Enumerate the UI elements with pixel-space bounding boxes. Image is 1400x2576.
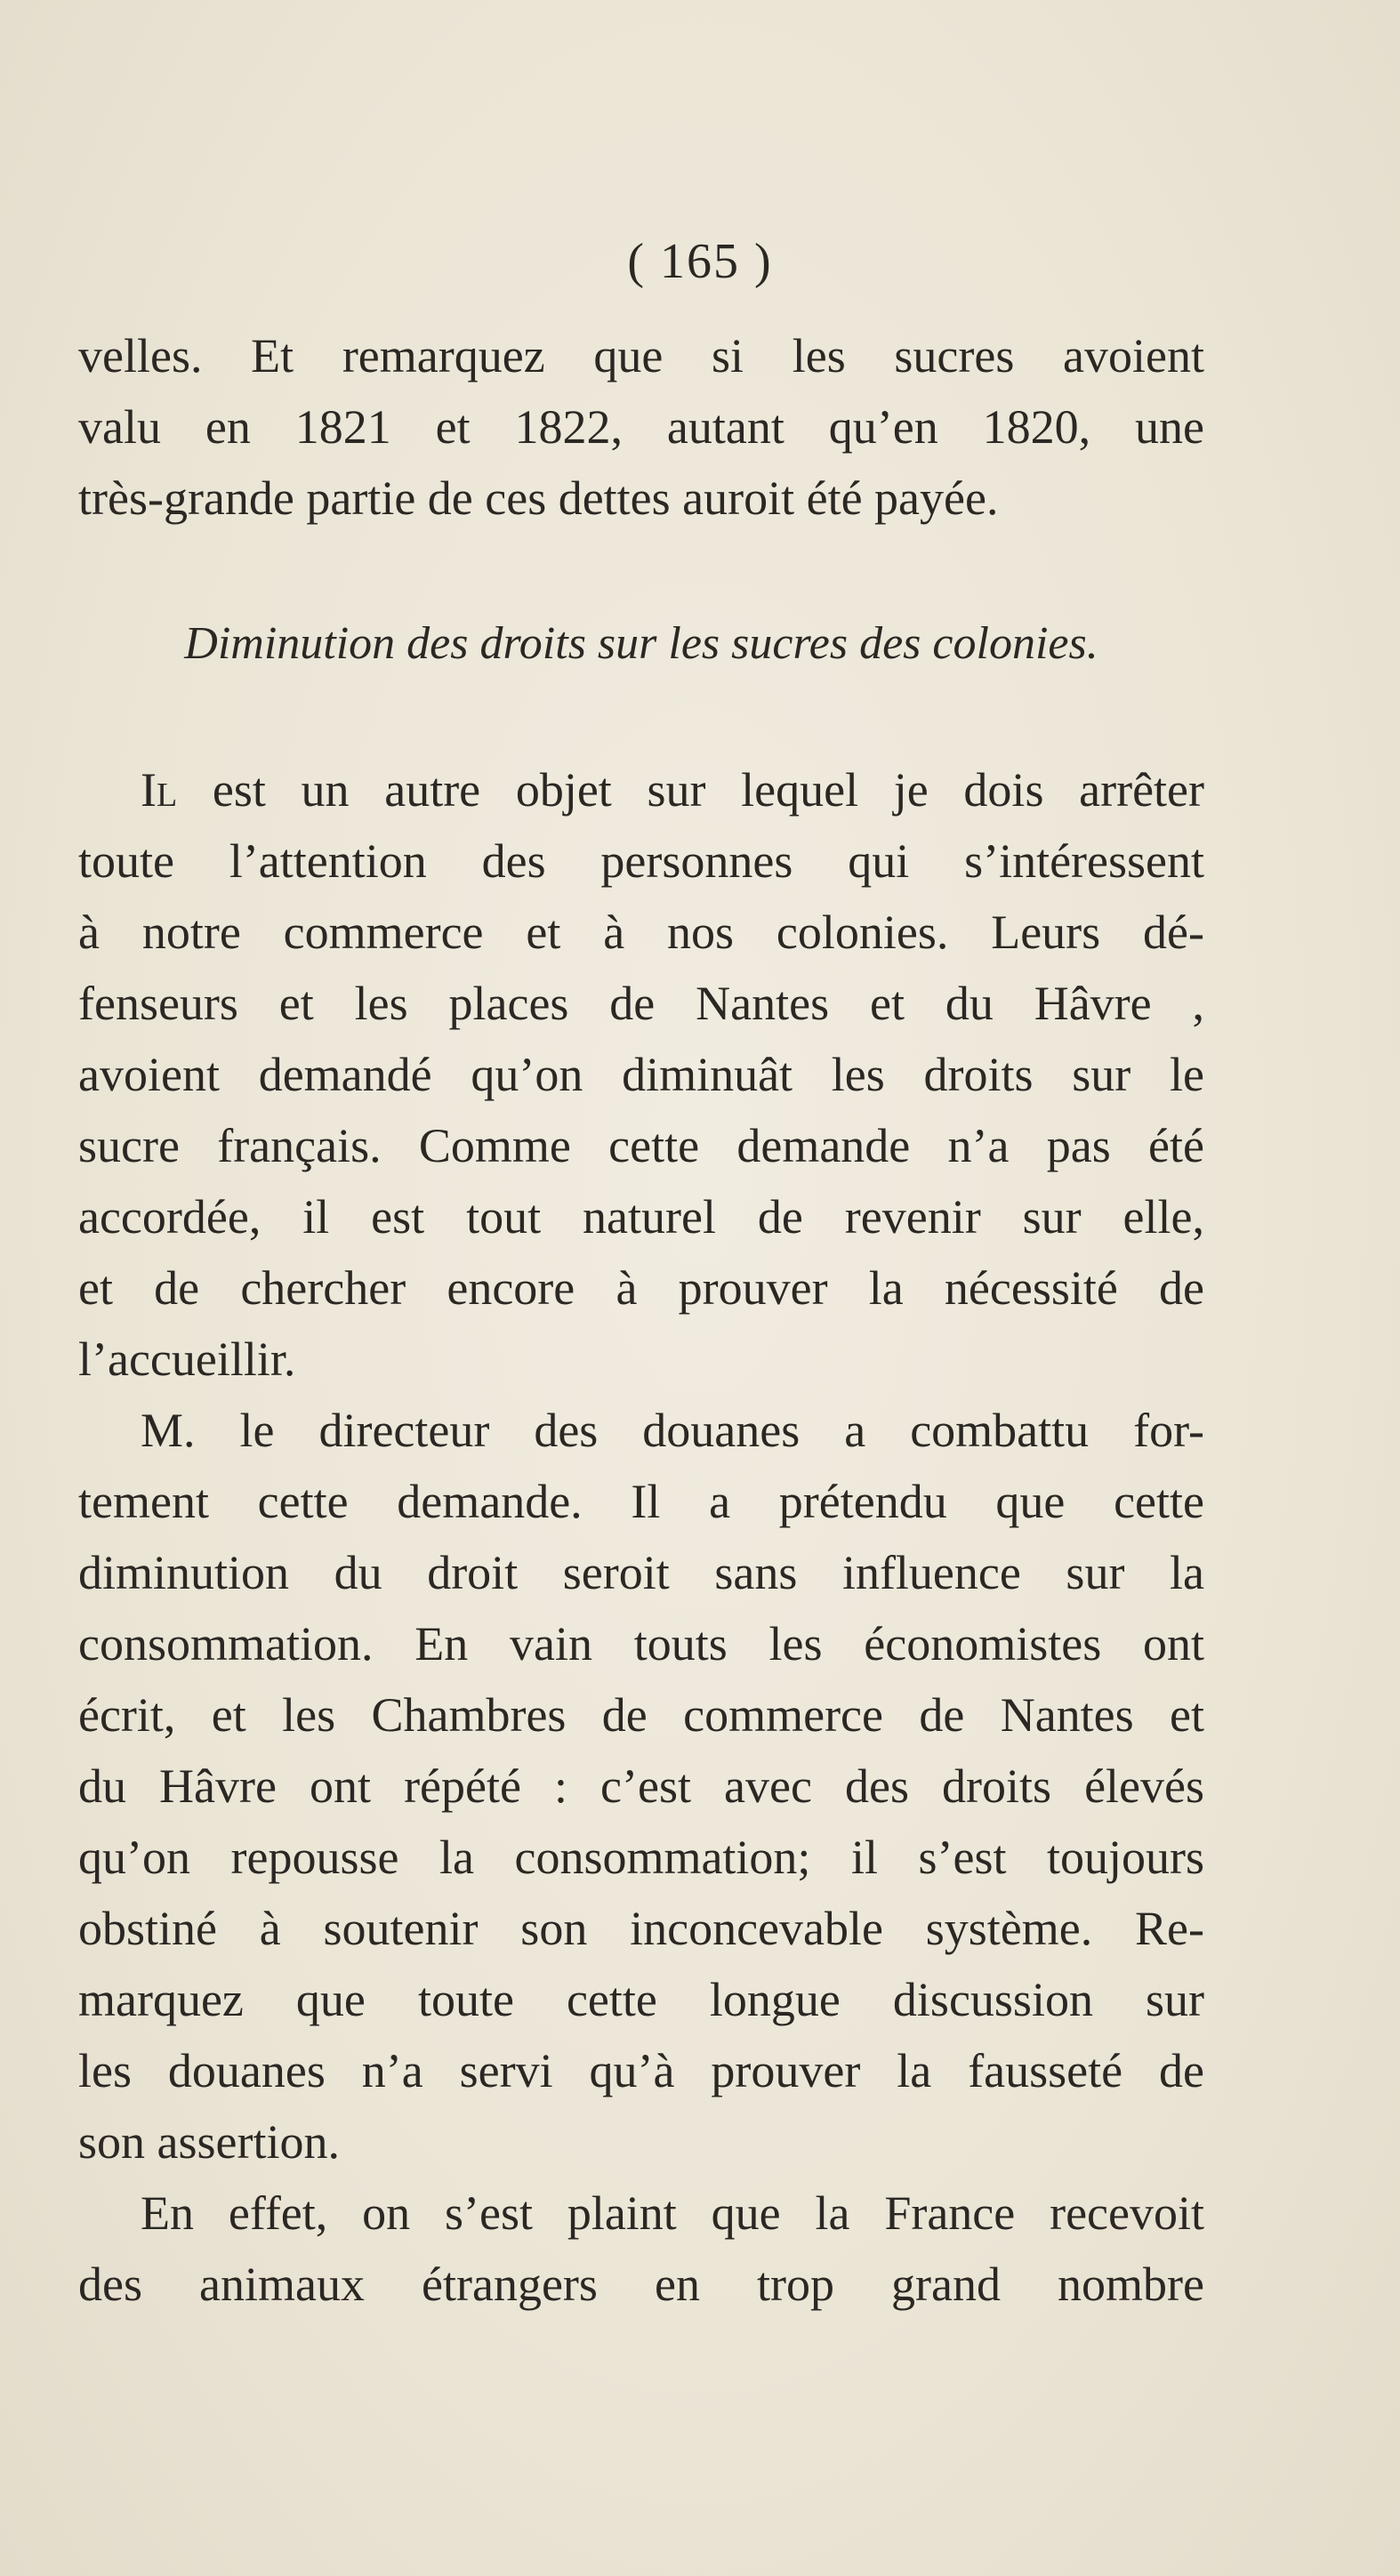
text-line: diminution du droit seroit sans influence sur la — [78, 1546, 1204, 1599]
text-line: obstiné à soutenir son inconcevable système. Re- — [78, 1902, 1204, 1955]
text-line: tement cette demande. Il a prétendu que cette — [78, 1475, 1204, 1528]
text-line: velles. Et remarquez que si les sucres avoient — [78, 329, 1204, 382]
section-heading: Diminution des droits sur les sucres des colonies. — [184, 618, 1098, 669]
spacer — [78, 680, 1204, 754]
page-number: ( 165 ) — [627, 234, 773, 289]
text-line: accordée, il est tout naturel de revenir sur elle, — [78, 1190, 1204, 1244]
text-line: son assertion. — [78, 2115, 340, 2169]
text-line: qu’on repousse la consommation; il s’est toujours — [78, 1831, 1204, 1884]
text-line: du Hâvre ont répété : c’est avec des droits élevés — [78, 1759, 1204, 1813]
text-line: M. le directeur des douanes a combattu for- — [141, 1404, 1204, 1457]
text-line: à notre commerce et à nos colonies. Leurs dé- — [78, 906, 1204, 959]
text-line: avoient demandé qu’on diminuât les droits sur le — [78, 1048, 1204, 1101]
text-line: des animaux étrangers en trop grand nombre — [78, 2258, 1204, 2311]
text-line: fenseurs et les places de Nantes et du Hâvre , — [78, 977, 1204, 1030]
body-text — [78, 320, 1204, 2320]
text-line: En effet, on s’est plaint que la France recevoit — [141, 2186, 1204, 2240]
text-line: l’accueillir. — [78, 1332, 296, 1386]
text-line: écrit, et les Chambres de commerce de Nantes et — [78, 1688, 1204, 1742]
text-line: toute l’attention des personnes qui s’intéressent — [78, 834, 1204, 888]
text-line: les douanes n’a servi qu’à prouver la fausseté de — [78, 2044, 1204, 2097]
spacer — [78, 534, 1204, 608]
text-line: très-grande partie de ces dettes auroit été payée. — [78, 471, 999, 525]
paragraph-first-line — [78, 754, 1204, 825]
text-line: consommation. En vain touts les économistes ont — [78, 1617, 1204, 1670]
first-line-rest: est un autre objet sur lequel je dois arrêter — [177, 763, 1204, 817]
text-line: sucre français. Comme cette demande n’a pas été — [78, 1119, 1204, 1172]
text-line: valu en 1821 et 1822, autant qu’en 1820, une — [78, 400, 1204, 454]
text-line: marquez que toute cette longue discussion sur — [78, 1973, 1204, 2026]
text-line: et de chercher encore à prouver la nécessité de — [78, 1261, 1204, 1315]
drop-word: Il — [141, 763, 178, 817]
